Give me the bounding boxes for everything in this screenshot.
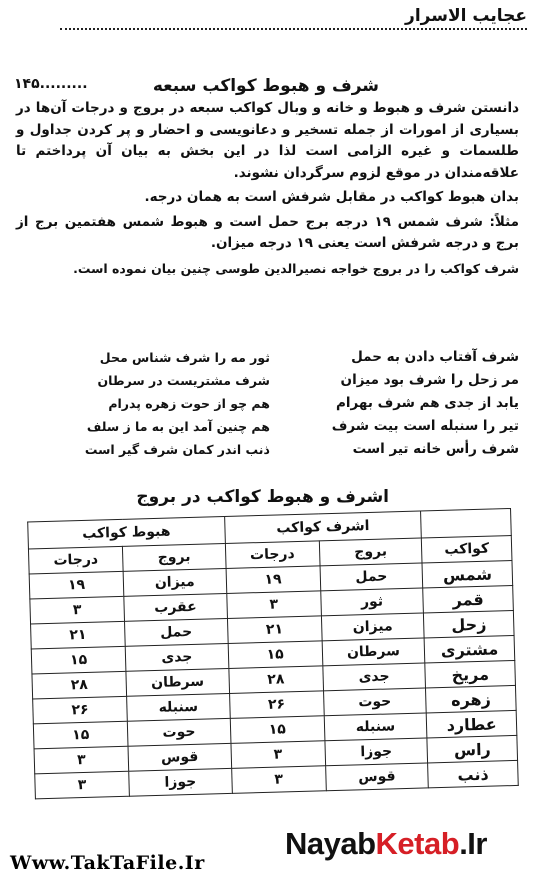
verse: هم چنین آمد این به ما ز سلف	[86, 419, 270, 434]
cell-hobut-degree: ۳	[34, 746, 129, 774]
cell-sharaf-degree: ۲۸	[229, 666, 324, 694]
table-body	[29, 560, 518, 798]
cell-hobut-degree: ۱۵	[33, 721, 128, 749]
paragraph: دانستن شرف و هبوط و خانه و وبال کواکب سبعه در بروج و درجات آن‌ها در بسیاری از امورات از جمله تسخیر و دعانویسی و احضار و پر کردن جداول و طلسمات و غیره الزامی است لذا در این بخش به بیان آن پرداختم تا علاقه‌مندان در موقع لزوم سرگردان نشوند.	[16, 100, 519, 181]
cell-sharaf-degree: ۳	[231, 741, 326, 769]
cell-planet: شمس	[422, 560, 512, 587]
cell-planet: قمر	[423, 585, 513, 612]
body-text	[16, 98, 519, 282]
cell-hobut-degree: ۳	[30, 596, 125, 624]
verse: یابد از جدی هم شرف بهرام	[335, 395, 519, 411]
cell-hobut-degree: ۲۱	[31, 621, 126, 649]
cell-sharaf-sign: قوس	[325, 763, 428, 791]
cell-sharaf-sign: ثور	[320, 588, 423, 616]
cell-sharaf-sign: سنبله	[324, 713, 427, 741]
verse: ثور مه را شرف شناس محل	[99, 350, 270, 365]
cell-planet: زهره	[426, 685, 516, 712]
verse: مر زحل را شرف بود میزان	[340, 372, 519, 388]
cell-planet: راس	[427, 735, 517, 762]
cell-planet: مریخ	[425, 660, 515, 687]
page-number-line	[14, 76, 88, 92]
poem-right-column	[289, 346, 519, 461]
section-title: شرف و هبوط کواکب سبعه	[152, 76, 379, 96]
cell-hobut-sign: حمل	[125, 618, 228, 646]
cell-sharaf-sign: جوزا	[325, 738, 428, 766]
cell-sharaf-degree: ۳	[231, 766, 326, 794]
running-head	[60, 6, 527, 30]
running-title: عجایب الاسرار	[405, 6, 527, 26]
column-header-degree: درجات	[225, 541, 320, 569]
column-header-sign: بروج	[122, 543, 225, 571]
cell-hobut-sign: قوس	[128, 743, 231, 771]
cell-hobut-degree: ۲۶	[33, 696, 128, 724]
cell-sharaf-sign: جدی	[323, 663, 426, 691]
verse: شرف مشتریست در سرطان	[97, 373, 270, 388]
verse: ذنب اندر کمان شرف گیر است	[84, 442, 270, 457]
cell-hobut-sign: سرطان	[126, 668, 229, 696]
verse: شرف رأس خانه تیر است	[352, 441, 519, 457]
group-header-sharaf: اشرف کواکب	[224, 511, 421, 543]
poem-left-column	[40, 346, 270, 461]
cell-planet: مشتری	[424, 635, 514, 662]
group-header-hobut: هبوط کواکب	[28, 517, 225, 549]
cell-sharaf-degree: ۲۶	[229, 691, 324, 719]
cell-hobut-sign: سنبله	[127, 693, 230, 721]
poem	[40, 346, 519, 461]
cell-sharaf-degree: ۳	[226, 591, 321, 619]
cell-sharaf-degree: ۲۱	[227, 616, 322, 644]
cell-sharaf-degree: ۱۵	[230, 716, 325, 744]
cell-hobut-sign: حوت	[127, 718, 230, 746]
cell-hobut-sign: میزان	[123, 568, 226, 596]
cell-hobut-degree: ۳	[35, 771, 130, 799]
cell-planet: زحل	[424, 610, 514, 637]
cell-sharaf-degree: ۱۹	[226, 566, 321, 594]
cell-sharaf-sign: حوت	[323, 688, 426, 716]
table-title: اشرف و هبوط کواکب در بروج	[136, 487, 389, 507]
cell-hobut-degree: ۲۸	[32, 671, 127, 699]
watermark-left: Www.TakTaFile.Ir	[10, 852, 205, 874]
paragraph: شرف کواکب را در بروج خواجه نصیرالدین طوسی چنین بیان نموده است.	[73, 260, 519, 276]
cell-hobut-degree: ۱۵	[31, 646, 126, 674]
cell-hobut-degree: ۱۹	[29, 571, 124, 599]
column-header-sign: بروج	[319, 538, 422, 566]
watermark-accent: Ketab	[375, 826, 460, 861]
cell-hobut-sign: جوزا	[129, 768, 232, 796]
verse: شرف آفتاب دادن به حمل	[351, 349, 519, 365]
verse: هم چو از حوت زهره پدرام	[108, 396, 270, 411]
header-spacer	[421, 509, 511, 538]
cell-sharaf-sign: حمل	[320, 563, 423, 591]
verse: تیر را سنبله است بیت شرف	[331, 418, 519, 434]
cell-hobut-sign: جدی	[125, 643, 228, 671]
leader-dots: .........	[39, 76, 88, 92]
cell-planet: ذنب	[428, 760, 518, 787]
page-number: ۱۴۵	[14, 76, 40, 92]
watermark-main: Nayab	[285, 826, 376, 861]
column-header-degree: درجات	[28, 546, 123, 574]
paragraph: بدان هبوط کواکب در مقابل شرفش است به همان درجه.	[144, 189, 519, 205]
paragraph: مثلاً: شرف شمس ۱۹ درجه برج حمل است و هبوط شمس هفتمین برج از برج و درجه شرفش است یعنی ۱۹ درجه میزان.	[16, 213, 519, 251]
cell-sharaf-sign: میزان	[321, 613, 424, 641]
exaltation-table	[27, 508, 519, 799]
watermark-tail: .Ir	[459, 826, 487, 861]
cell-sharaf-sign: سرطان	[322, 638, 425, 666]
cell-sharaf-degree: ۱۵	[228, 641, 323, 669]
watermark-right	[285, 826, 487, 862]
cell-hobut-sign: عقرب	[124, 593, 227, 621]
column-header-planet: کواکب	[422, 536, 512, 563]
cell-planet: عطارد	[426, 710, 516, 737]
